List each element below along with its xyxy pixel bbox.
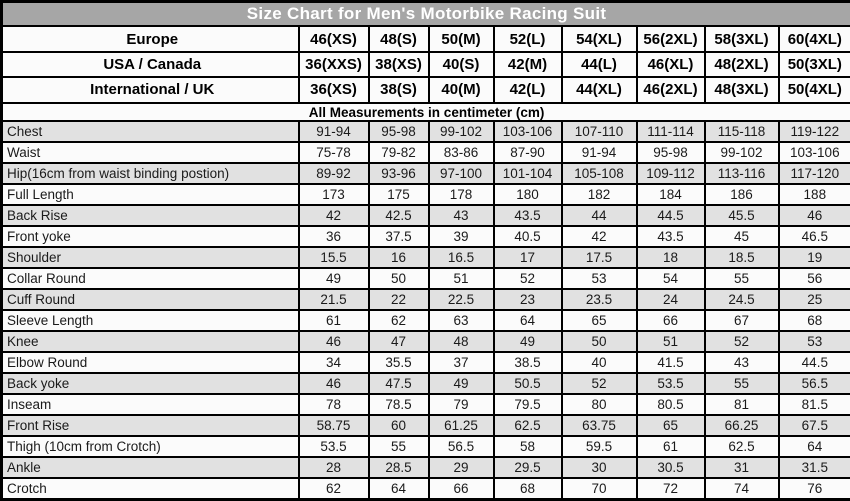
table-title: Size Chart for Men's Motorbike Racing Suit	[2, 2, 850, 27]
measurement-cell: 117-120	[779, 163, 850, 184]
measurement-cell: 115-118	[705, 121, 779, 142]
measurement-cell: 83-86	[429, 142, 494, 163]
measurement-cell: 68	[779, 310, 850, 331]
measurement-cell: 43	[705, 352, 779, 373]
measurement-cell: 58.75	[299, 415, 369, 436]
measurement-cell: 42	[299, 205, 369, 226]
measurement-cell: 87-90	[494, 142, 562, 163]
measurement-row	[2, 352, 850, 373]
measurement-cell: 38.5	[494, 352, 562, 373]
measurement-cell: 79.5	[494, 394, 562, 415]
measurement-row	[2, 373, 850, 394]
measurement-cell: 72	[637, 478, 705, 499]
measurement-label: Ankle	[2, 457, 299, 478]
measurement-cell: 75-78	[299, 142, 369, 163]
size-cell: 54(XL)	[562, 26, 637, 51]
size-cell: 50(4XL)	[779, 77, 850, 102]
measurement-cell: 62	[369, 310, 429, 331]
measurement-cell: 186	[705, 184, 779, 205]
measurement-cell: 44	[562, 205, 637, 226]
size-row	[2, 26, 850, 51]
measurement-cell: 91-94	[562, 142, 637, 163]
measurement-row	[2, 142, 850, 163]
measurement-label: Back yoke	[2, 373, 299, 394]
measurement-label: Hip(16cm from waist binding postion)	[2, 163, 299, 184]
measurement-cell: 62	[299, 478, 369, 499]
measurement-label: Front Rise	[2, 415, 299, 436]
size-cell: 46(XS)	[299, 26, 369, 51]
measurement-cell: 60	[369, 415, 429, 436]
measurement-cell: 47.5	[369, 373, 429, 394]
measurement-row	[2, 268, 850, 289]
size-row	[2, 52, 850, 77]
size-rows-body	[2, 26, 850, 102]
measurement-cell: 80.5	[637, 394, 705, 415]
size-cell: 46(XL)	[637, 52, 705, 77]
size-system-label: Europe	[2, 26, 299, 51]
measurement-cell: 99-102	[429, 121, 494, 142]
measurement-label: Sleeve Length	[2, 310, 299, 331]
measurement-cell: 37.5	[369, 226, 429, 247]
measurement-cell: 107-110	[562, 121, 637, 142]
measurement-cell: 52	[562, 373, 637, 394]
measurement-label: Collar Round	[2, 268, 299, 289]
measurement-cell: 64	[779, 436, 850, 457]
measurement-cell: 113-116	[705, 163, 779, 184]
measurement-cell: 62.5	[705, 436, 779, 457]
measurement-cell: 29	[429, 457, 494, 478]
measurement-cell: 109-112	[637, 163, 705, 184]
units-note: All Measurements in centimeter (cm)	[2, 103, 850, 122]
size-system-label: USA / Canada	[2, 52, 299, 77]
measurement-cell: 35.5	[369, 352, 429, 373]
size-cell: 60(4XL)	[779, 26, 850, 51]
measurement-cell: 66	[429, 478, 494, 499]
measurement-cell: 37	[429, 352, 494, 373]
measurement-cell: 47	[369, 331, 429, 352]
size-cell: 46(2XL)	[637, 77, 705, 102]
measurement-cell: 182	[562, 184, 637, 205]
measurement-cell: 65	[562, 310, 637, 331]
measurement-cell: 51	[637, 331, 705, 352]
measurement-cell: 45	[705, 226, 779, 247]
measurement-cell: 51	[429, 268, 494, 289]
measurement-cell: 93-96	[369, 163, 429, 184]
measurement-cell: 66.25	[705, 415, 779, 436]
measurement-cell: 67	[705, 310, 779, 331]
measurement-row	[2, 226, 850, 247]
measurement-cell: 52	[705, 331, 779, 352]
measurement-cell: 64	[369, 478, 429, 499]
size-row	[2, 77, 850, 102]
measurement-cell: 18.5	[705, 247, 779, 268]
measurement-row	[2, 331, 850, 352]
measurement-cell: 67.5	[779, 415, 850, 436]
measurement-cell: 119-122	[779, 121, 850, 142]
measurement-label: Cuff Round	[2, 289, 299, 310]
measurement-cell: 74	[705, 478, 779, 499]
size-cell: 42(L)	[494, 77, 562, 102]
measurement-cell: 55	[369, 436, 429, 457]
measurement-row	[2, 184, 850, 205]
measurement-cell: 44.5	[637, 205, 705, 226]
measurement-cell: 43.5	[494, 205, 562, 226]
measurement-cell: 49	[299, 268, 369, 289]
measurement-cell: 79	[429, 394, 494, 415]
measurement-rows-body	[2, 121, 850, 499]
measurement-cell: 25	[779, 289, 850, 310]
measurement-cell: 62.5	[494, 415, 562, 436]
measurement-cell: 49	[429, 373, 494, 394]
size-cell: 44(L)	[562, 52, 637, 77]
measurement-cell: 103-106	[494, 121, 562, 142]
measurement-cell: 56.5	[429, 436, 494, 457]
measurement-cell: 64	[494, 310, 562, 331]
measurement-cell: 59.5	[562, 436, 637, 457]
measurement-cell: 21.5	[299, 289, 369, 310]
measurement-cell: 45.5	[705, 205, 779, 226]
measurement-label: Front yoke	[2, 226, 299, 247]
measurement-cell: 22	[369, 289, 429, 310]
measurement-cell: 43	[429, 205, 494, 226]
measurement-cell: 58	[494, 436, 562, 457]
measurement-label: Shoulder	[2, 247, 299, 268]
measurement-label: Thigh (10cm from Crotch)	[2, 436, 299, 457]
measurement-cell: 99-102	[705, 142, 779, 163]
measurement-cell: 65	[637, 415, 705, 436]
measurement-cell: 52	[494, 268, 562, 289]
measurement-cell: 31.5	[779, 457, 850, 478]
measurement-row	[2, 247, 850, 268]
measurement-cell: 81.5	[779, 394, 850, 415]
measurement-cell: 61	[637, 436, 705, 457]
measurement-cell: 34	[299, 352, 369, 373]
measurement-cell: 53	[779, 331, 850, 352]
measurement-cell: 53.5	[637, 373, 705, 394]
measurement-cell: 28.5	[369, 457, 429, 478]
measurement-cell: 53	[562, 268, 637, 289]
measurement-cell: 23	[494, 289, 562, 310]
measurement-cell: 44.5	[779, 352, 850, 373]
measurement-cell: 91-94	[299, 121, 369, 142]
measurement-cell: 39	[429, 226, 494, 247]
measurement-cell: 19	[779, 247, 850, 268]
size-cell: 36(XS)	[299, 77, 369, 102]
measurement-label: Full Length	[2, 184, 299, 205]
measurement-cell: 76	[779, 478, 850, 499]
measurement-cell: 56.5	[779, 373, 850, 394]
measurement-cell: 173	[299, 184, 369, 205]
size-cell: 40(S)	[429, 52, 494, 77]
measurement-cell: 16	[369, 247, 429, 268]
measurement-cell: 49	[494, 331, 562, 352]
measurement-cell: 53.5	[299, 436, 369, 457]
measurement-cell: 103-106	[779, 142, 850, 163]
measurement-cell: 78.5	[369, 394, 429, 415]
measurement-cell: 46	[779, 205, 850, 226]
measurement-row	[2, 394, 850, 415]
measurement-cell: 40.5	[494, 226, 562, 247]
measurement-cell: 89-92	[299, 163, 369, 184]
measurement-cell: 46	[299, 373, 369, 394]
size-cell: 40(M)	[429, 77, 494, 102]
measurement-cell: 188	[779, 184, 850, 205]
measurement-row	[2, 289, 850, 310]
size-cell: 48(3XL)	[705, 77, 779, 102]
measurement-cell: 41.5	[637, 352, 705, 373]
measurement-cell: 95-98	[637, 142, 705, 163]
measurement-cell: 36	[299, 226, 369, 247]
measurement-cell: 55	[705, 268, 779, 289]
size-cell: 36(XXS)	[299, 52, 369, 77]
measurement-cell: 97-100	[429, 163, 494, 184]
measurement-cell: 43.5	[637, 226, 705, 247]
size-cell: 50(3XL)	[779, 52, 850, 77]
measurement-cell: 63	[429, 310, 494, 331]
measurement-cell: 178	[429, 184, 494, 205]
measurement-cell: 63.75	[562, 415, 637, 436]
measurement-cell: 61.25	[429, 415, 494, 436]
measurement-cell: 30	[562, 457, 637, 478]
measurement-label: Chest	[2, 121, 299, 142]
measurement-cell: 46	[299, 331, 369, 352]
measurement-cell: 80	[562, 394, 637, 415]
measurement-cell: 42	[562, 226, 637, 247]
size-cell: 48(S)	[369, 26, 429, 51]
size-cell: 42(M)	[494, 52, 562, 77]
measurement-cell: 50.5	[494, 373, 562, 394]
size-cell: 50(M)	[429, 26, 494, 51]
measurement-cell: 17.5	[562, 247, 637, 268]
measurement-cell: 24.5	[705, 289, 779, 310]
measurement-cell: 23.5	[562, 289, 637, 310]
measurement-label: Elbow Round	[2, 352, 299, 373]
size-cell: 58(3XL)	[705, 26, 779, 51]
measurement-cell: 24	[637, 289, 705, 310]
measurement-cell: 15.5	[299, 247, 369, 268]
measurement-cell: 70	[562, 478, 637, 499]
measurement-cell: 68	[494, 478, 562, 499]
measurement-cell: 50	[369, 268, 429, 289]
measurement-cell: 180	[494, 184, 562, 205]
size-cell: 38(S)	[369, 77, 429, 102]
measurement-cell: 111-114	[637, 121, 705, 142]
measurement-cell: 30.5	[637, 457, 705, 478]
measurement-row	[2, 436, 850, 457]
measurement-cell: 31	[705, 457, 779, 478]
measurement-cell: 55	[705, 373, 779, 394]
size-cell: 52(L)	[494, 26, 562, 51]
measurement-row	[2, 121, 850, 142]
measurement-cell: 81	[705, 394, 779, 415]
measurement-cell: 54	[637, 268, 705, 289]
measurement-cell: 46.5	[779, 226, 850, 247]
measurement-label: Back Rise	[2, 205, 299, 226]
measurement-cell: 184	[637, 184, 705, 205]
measurement-cell: 79-82	[369, 142, 429, 163]
measurement-cell: 105-108	[562, 163, 637, 184]
measurement-cell: 95-98	[369, 121, 429, 142]
measurement-label: Crotch	[2, 478, 299, 499]
measurement-cell: 56	[779, 268, 850, 289]
measurement-row	[2, 457, 850, 478]
measurement-row	[2, 310, 850, 331]
measurement-row	[2, 478, 850, 499]
measurement-cell: 28	[299, 457, 369, 478]
measurement-row	[2, 415, 850, 436]
size-system-label: International / UK	[2, 77, 299, 102]
measurement-cell: 16.5	[429, 247, 494, 268]
measurement-label: Waist	[2, 142, 299, 163]
measurement-cell: 22.5	[429, 289, 494, 310]
measurement-cell: 40	[562, 352, 637, 373]
measurement-cell: 48	[429, 331, 494, 352]
measurement-cell: 101-104	[494, 163, 562, 184]
measurement-cell: 18	[637, 247, 705, 268]
size-cell: 44(XL)	[562, 77, 637, 102]
size-cell: 56(2XL)	[637, 26, 705, 51]
measurement-cell: 17	[494, 247, 562, 268]
units-note-row	[2, 103, 850, 122]
measurement-cell: 175	[369, 184, 429, 205]
size-cell: 48(2XL)	[705, 52, 779, 77]
size-cell: 38(XS)	[369, 52, 429, 77]
measurement-cell: 42.5	[369, 205, 429, 226]
measurement-row	[2, 205, 850, 226]
measurement-label: Inseam	[2, 394, 299, 415]
measurement-label: Knee	[2, 331, 299, 352]
table-title-row	[2, 2, 850, 27]
measurement-cell: 78	[299, 394, 369, 415]
measurement-cell: 29.5	[494, 457, 562, 478]
measurement-row	[2, 163, 850, 184]
measurement-cell: 50	[562, 331, 637, 352]
measurement-cell: 66	[637, 310, 705, 331]
measurement-cell: 61	[299, 310, 369, 331]
